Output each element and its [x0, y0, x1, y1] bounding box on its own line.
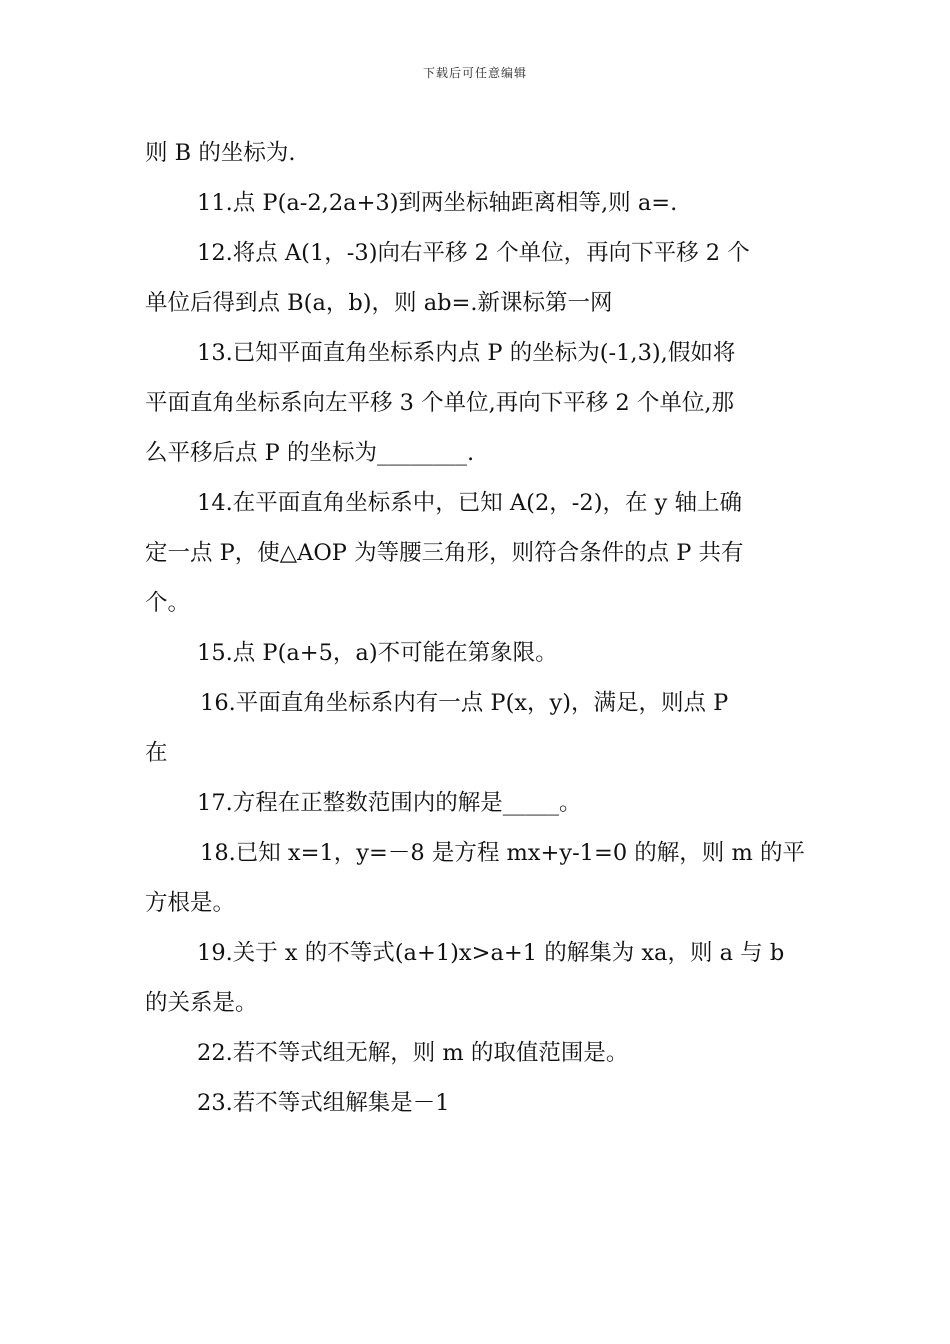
page-header: 下载后可任意编辑: [422, 66, 527, 80]
question-17: 17.方程在正整数范围内的解是_____。: [197, 790, 582, 816]
text-line: 则 B 的坐标为.: [145, 140, 296, 166]
text-line: 方根是。: [145, 890, 236, 916]
question-22: 22.若不等式组无解，则 m 的取值范围是。: [197, 1040, 629, 1066]
question-23: 23.若不等式组解集是－1: [197, 1090, 450, 1116]
question-12: 12.将点 A(1，-3)向右平移 2 个单位，再向下平移 2 个: [197, 240, 750, 266]
text-line: 平面直角坐标系向左平移 3 个单位,再向下平移 2 个单位,那: [145, 390, 735, 416]
question-11: 11.点 P(a-2,2a+3)到两坐标轴距离相等,则 a=.: [197, 190, 678, 216]
question-15: 15.点 P(a+5，a)不可能在第象限。: [197, 640, 558, 666]
text-line: 的关系是。: [145, 990, 258, 1016]
text-line: 定一点 P，使△AOP 为等腰三角形，则符合条件的点 P 共有: [145, 540, 744, 566]
text-line: 在: [145, 740, 168, 766]
question-18: 18.已知 x=1，y=－8 是方程 mx+y-1=0 的解，则 m 的平: [200, 840, 805, 866]
document-body: [145, 128, 810, 1128]
question-16: 16.平面直角坐标系内有一点 P(x，y)，满足，则点 P: [200, 690, 729, 716]
text-line: 个。: [145, 590, 191, 616]
text-line: 么平移后点 P 的坐标为________.: [145, 440, 475, 466]
question-13: 13.已知平面直角坐标系内点 P 的坐标为(-1,3),假如将: [197, 340, 736, 366]
question-19: 19.关于 x 的不等式(a+1)x>a+1 的解集为 xa，则 a 与 b: [197, 940, 785, 966]
text-line: 单位后得到点 B(a，b)，则 ab=.新课标第一网: [145, 290, 613, 316]
question-14: 14.在平面直角坐标系中，已知 A(2，-2)，在 y 轴上确: [197, 490, 742, 516]
